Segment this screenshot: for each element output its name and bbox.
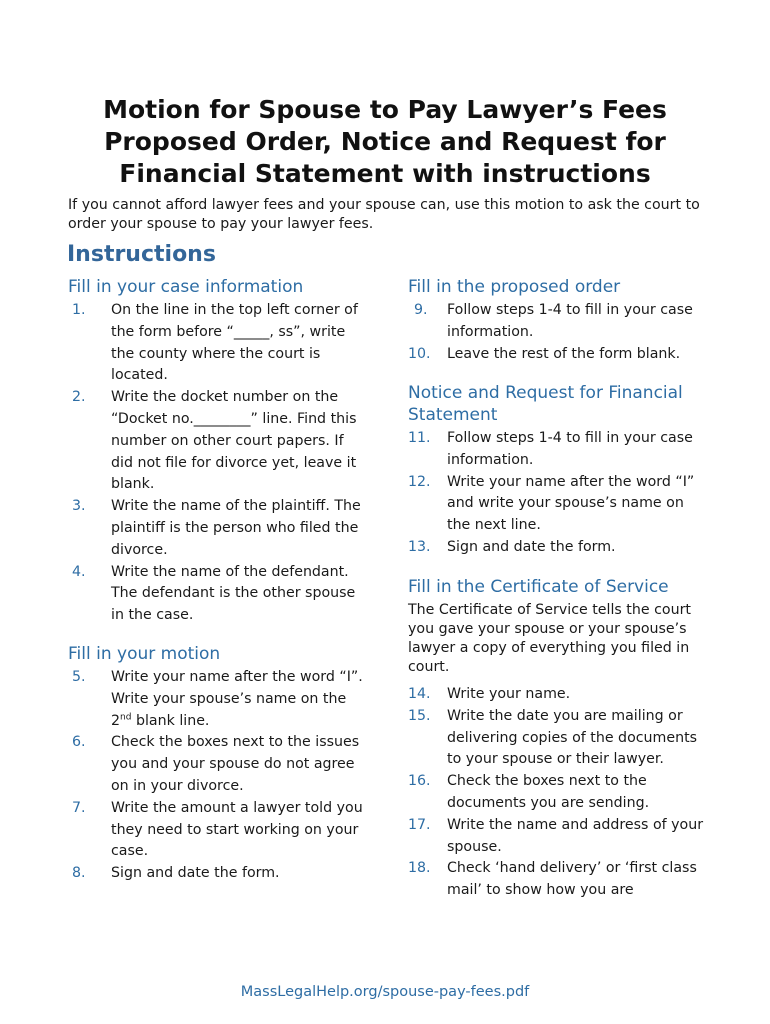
list-item	[408, 858, 708, 902]
list-item	[408, 684, 708, 706]
title-line-1: Motion for Spouse to Pay Lawyer’s Fees	[103, 95, 667, 124]
notice-steps	[408, 428, 708, 559]
notice-heading: Notice and Request for Financial Statement	[408, 383, 683, 425]
step-text: Write the date you are mailing or delivering copies of the documents to your spouse or their lawyer.	[447, 707, 698, 768]
step-text: Sign and date the form.	[447, 538, 616, 555]
list-item	[72, 798, 372, 863]
step-number: 1.	[72, 302, 86, 318]
step-number: 3.	[72, 498, 86, 515]
list-item	[408, 815, 708, 859]
list-item	[408, 472, 708, 537]
step-text: Leave the rest of the form blank.	[447, 345, 681, 362]
step-number: 2.	[72, 389, 86, 406]
case-info-steps	[72, 300, 372, 627]
certificate-paragraph: The Certificate of Service tells the court you gave your spouse or your spouse’s lawyer a copy of everything you filed in court.	[408, 602, 691, 675]
ordinal-suffix: nd	[120, 711, 132, 722]
footer-link[interactable]: MassLegalHelp.org/spouse-pay-fees.pdf	[240, 984, 530, 1000]
title-line-2: Proposed Order, Notice and Request for	[104, 127, 666, 156]
step-number: 18.	[408, 860, 431, 877]
step-text: Write the name of the plaintiff. The plaintiff is the person who filed the divorce.	[111, 498, 361, 558]
instructions-heading: Instructions	[67, 242, 216, 267]
list-item	[72, 863, 372, 885]
step-number: 4.	[72, 563, 86, 580]
list-item	[408, 344, 708, 366]
step-number: 5.	[72, 669, 86, 685]
step-text: Write the amount a lawyer told you they need to start working on your case.	[111, 799, 363, 860]
certificate-steps	[408, 684, 708, 902]
step-text: Follow steps 1-4 to fill in your case information.	[447, 302, 693, 340]
list-item	[408, 537, 708, 559]
step-text: On the line in the top left corner of the form before “_____, ss”, write the county where the court is located.	[111, 302, 358, 384]
step-text: Write the docket number on the “Docket no.________” line. Find this number on other court papers. If did not file for divorce yet, leave it blank.	[111, 389, 357, 493]
proposed-order-steps	[408, 300, 708, 365]
certificate-heading: Fill in the Certificate of Service	[408, 577, 669, 597]
list-item	[72, 300, 372, 387]
step-text-part: Write your name after the word “I”. Write your spouse’s name on the 2	[111, 669, 363, 729]
proposed-order-heading: Fill in the proposed order	[408, 277, 621, 297]
step-text: Write the name and address of your spouse.	[447, 816, 704, 855]
list-item	[408, 428, 708, 472]
step-text: Write your name after the word “I” and write your spouse’s name on the next line.	[447, 473, 695, 534]
step-number: 17.	[408, 816, 431, 833]
case-info-heading: Fill in your case information	[68, 277, 304, 297]
step-text-part: blank line.	[131, 712, 210, 729]
step-number: 8.	[72, 865, 86, 882]
step-text: Sign and date the form.	[111, 865, 280, 882]
step-number: 11.	[408, 430, 431, 446]
title-line-3: Financial Statement with instructions	[119, 159, 651, 188]
list-item	[408, 771, 708, 815]
step-number: 15.	[408, 707, 431, 724]
step-number: 12.	[408, 473, 431, 490]
step-number: 10.	[408, 345, 431, 362]
list-item	[408, 300, 708, 344]
step-text: Write your name.	[447, 686, 571, 702]
list-item	[72, 562, 372, 627]
list-item	[72, 496, 372, 561]
step-number: 7.	[72, 799, 86, 816]
step-text	[111, 667, 367, 732]
step-text: Check ‘hand delivery’ or ‘first class mail’ to show how you are	[447, 860, 697, 899]
step-text: Follow steps 1-4 to fill in your case information.	[447, 430, 693, 468]
motion-heading: Fill in your motion	[68, 644, 221, 664]
page-title	[60, 94, 710, 190]
step-number: 6.	[72, 734, 86, 751]
step-number: 14.	[408, 686, 431, 702]
step-number: 13.	[408, 538, 431, 555]
step-text: Check the boxes next to the issues you and your spouse do not agree on in your divorce.	[111, 734, 360, 794]
step-text: Check the boxes next to the documents you are sending.	[447, 773, 650, 811]
intro-text: If you cannot afford lawyer fees and your spouse can, use this motion to ask the court to order your spouse to pay your lawyer fees.	[68, 197, 700, 232]
step-number: 16.	[408, 773, 431, 790]
motion-steps	[72, 667, 372, 885]
list-item	[408, 706, 708, 771]
list-item	[72, 667, 372, 732]
list-item	[72, 732, 372, 797]
step-text: Write the name of the defendant. The defendant is the other spouse in the case.	[111, 563, 356, 624]
step-number: 9.	[414, 302, 428, 318]
list-item	[72, 387, 372, 496]
